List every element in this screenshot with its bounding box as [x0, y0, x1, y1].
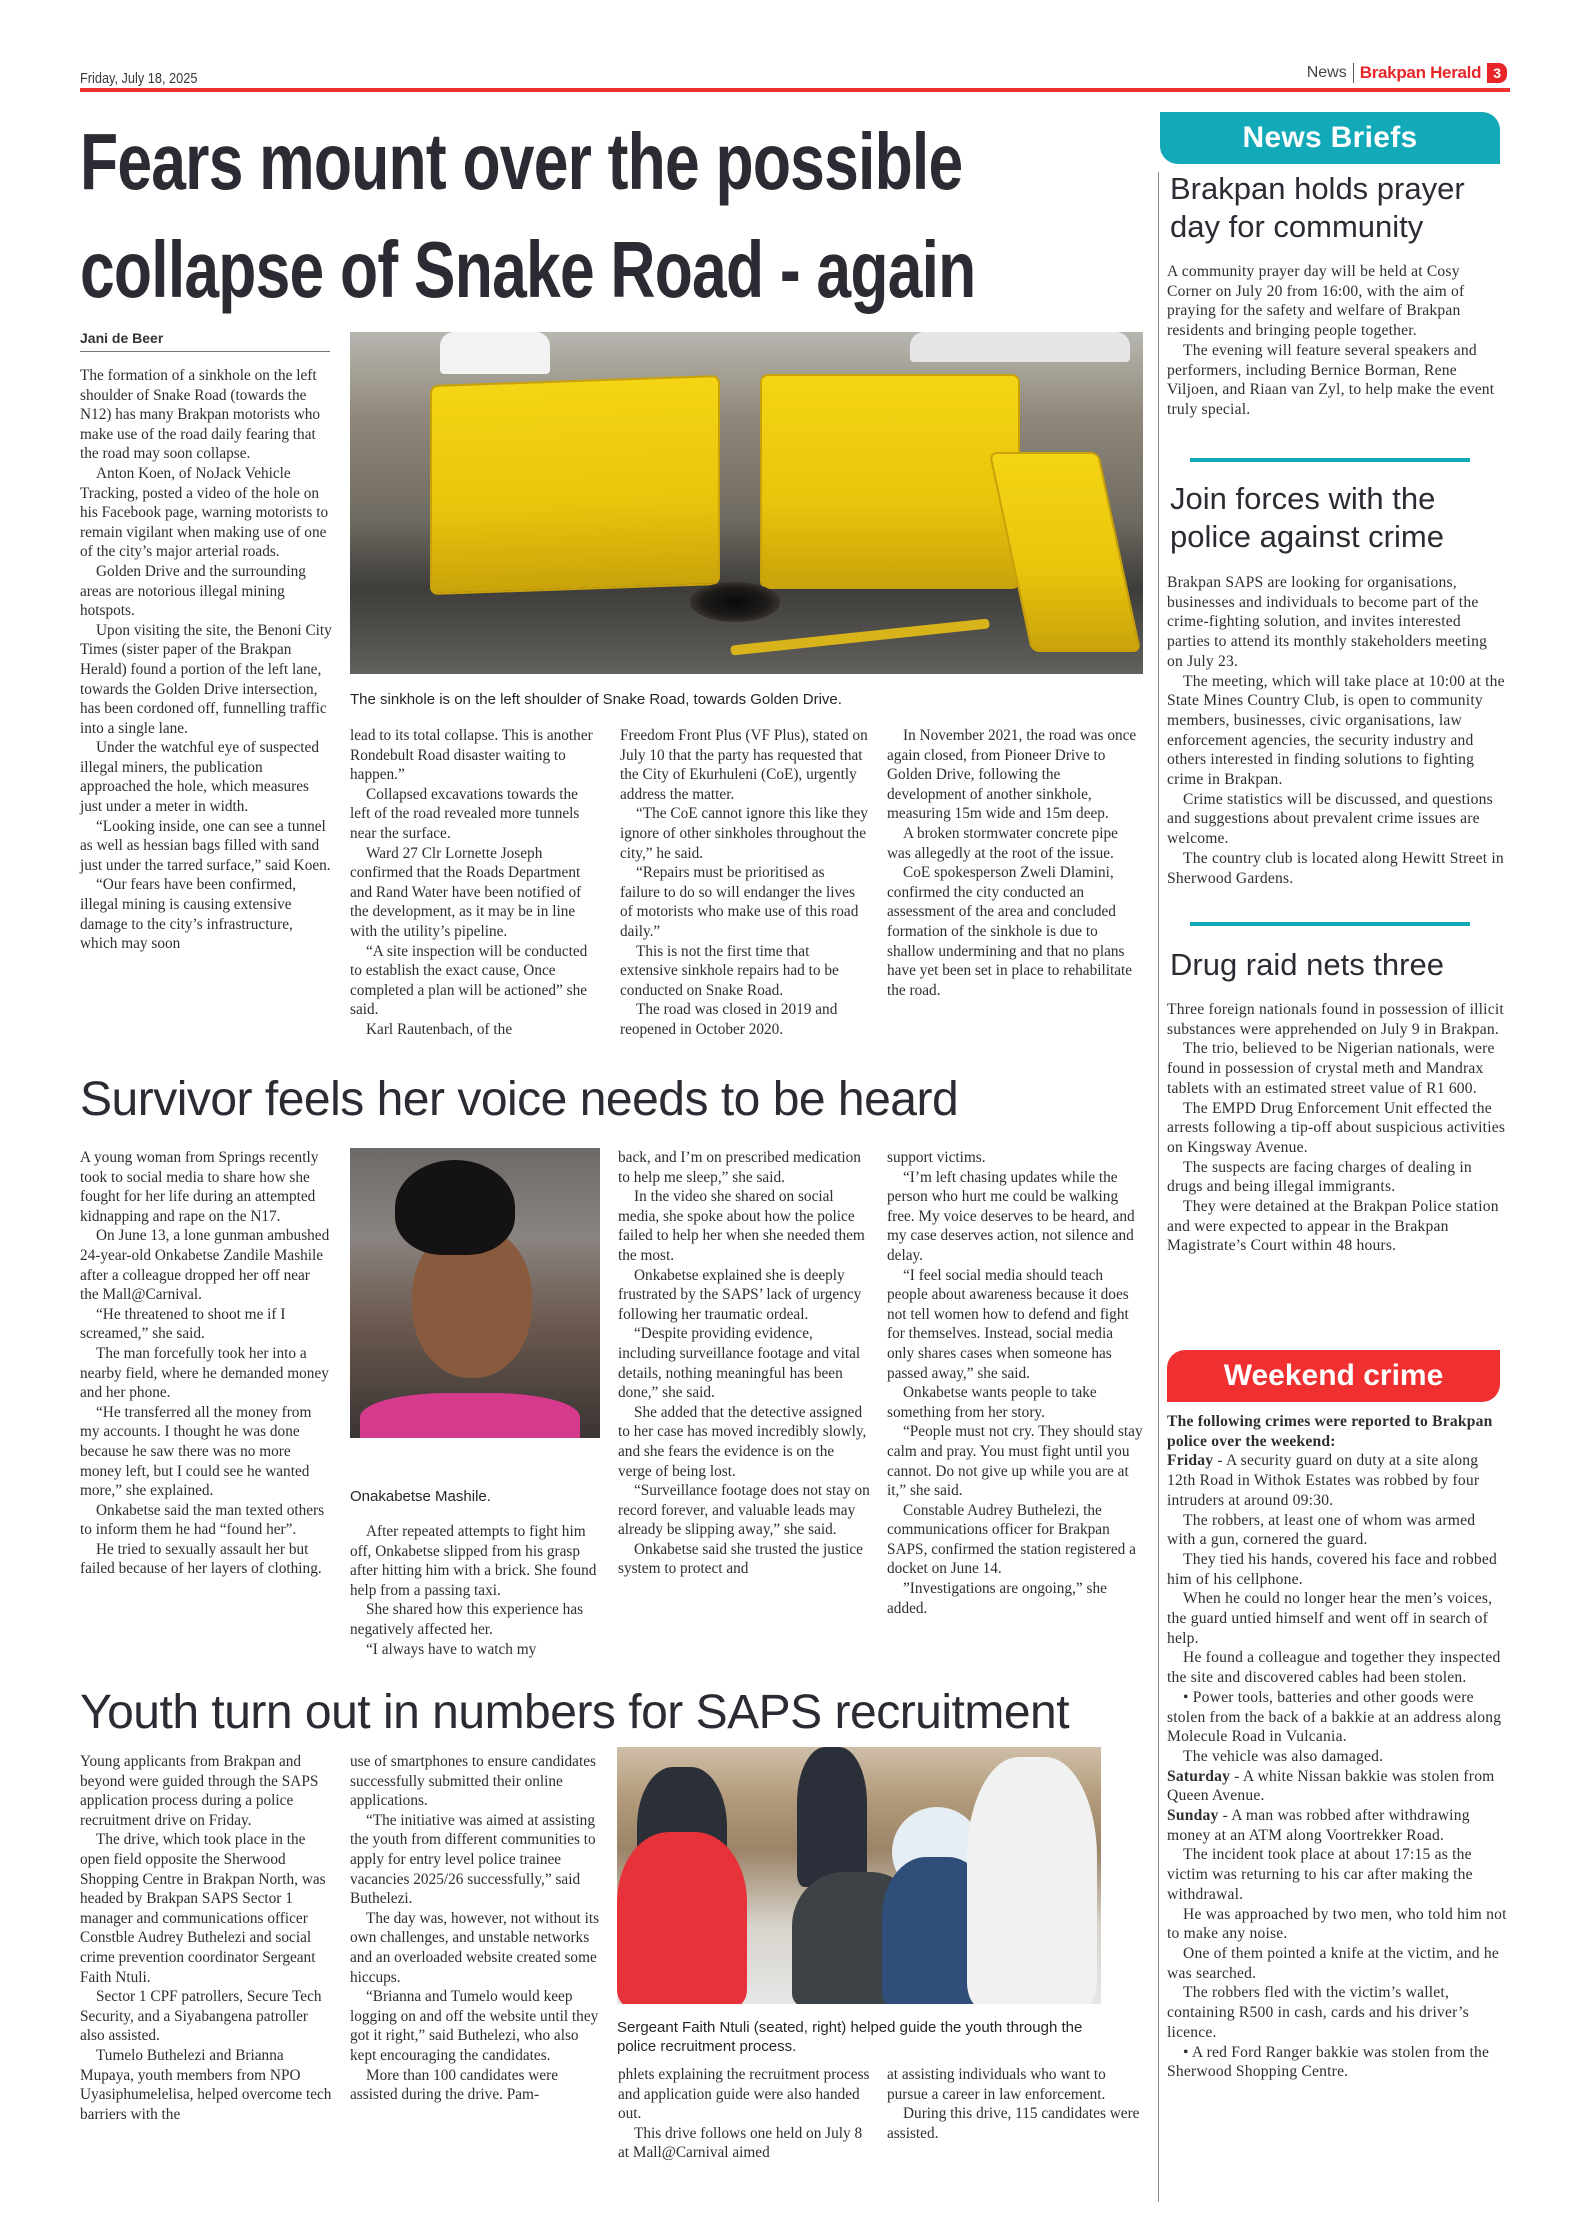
paragraph: back, and I’m on prescribed medication to help me sleep,” she said. [618, 1149, 861, 1186]
paragraph: “Looking inside, one can see a tunnel as well as hessian bags filled with sand just under the tarred surface,” said Koen. [80, 817, 331, 874]
paragraph: “Surveillance footage does not stay on record forever, and valuable leads may already be slipping away,” she said. [618, 1482, 870, 1539]
paragraph: Onkabetse said she trusted the justice system to protect and [618, 1540, 863, 1578]
paragraph: The trio, believed to be Nigerian nationals, were found in possession of crystal meth and Mandrax tablets with an estimated street value of R1 600. [1167, 1040, 1495, 1097]
person-shape [617, 1832, 747, 2004]
paragraph: CoE spokesperson Zweli Dlamini, confirmed the city conducted an assessment of the area and concluded formation of the sinkhole is due to shallow undermining and that no plans have yet been set in place to rehabilitate the road. [887, 864, 1133, 999]
sidebar-divider [1158, 172, 1159, 2202]
paragraph: This is not the first time that extensive sinkhole repairs had to be conducted on Snake Road. [620, 942, 839, 999]
paragraph: Karl Rautenbach, of the [366, 1020, 513, 1038]
paragraph: ”Investigations are ongoing,” she added. [887, 1580, 1107, 1617]
portrait-shirt [360, 1393, 580, 1438]
brief-body-police [1167, 573, 1507, 888]
paragraph: Constable Audrey Buthelezi, the communications officer for Brakpan SAPS, confirmed the station registered a docket on June 14. [887, 1501, 1136, 1578]
paragraph: Onkabetse said the man texted others to inform them he had “found her”. [80, 1501, 325, 1539]
paragraph: Under the watchful eye of suspected illegal miners, the publication approached the hole, which measures just under a meter in width. [80, 739, 319, 816]
brief-body-prayer [1167, 262, 1507, 420]
paragraph: When he could no longer hear the men’s voices, the guard untied himself and went off in search of help. [1167, 1590, 1493, 1647]
brief-body-drug-raid [1167, 1000, 1507, 1256]
page-masthead [1307, 63, 1507, 83]
barrier-end [989, 452, 1142, 652]
byline: Jani de Beer [80, 330, 330, 352]
car-shape [910, 332, 1130, 362]
paragraph: The formation of a sinkhole on the left shoulder of Snake Road (towards the N12) has many Brakpan motorists who make use of the road daily fearing that the road may soon collapse. [80, 367, 321, 463]
paragraph: “The initiative was aimed at assisting the youth from different communities to apply for entry level police trainee vacancies 2025/26 successfully,” said Buthelezi. [350, 1811, 596, 1908]
weekend-crime-banner [1167, 1350, 1500, 1402]
paragraph: “I’m left chasing updates while the person who hurt me could be walking free. My voice deserves to be heard, and my case deserves action, not silence and delay. [887, 1168, 1135, 1264]
lead-column-4 [887, 726, 1143, 1000]
brief-separator [1190, 922, 1470, 926]
paragraph: • A red Ford Ranger bakkie was stolen from the Sherwood Shopping Centre. [1167, 2043, 1490, 2081]
crime-sunday-text: - A man was robbed after withdrawing money at an ATM along Voortrekker Road. [1167, 1807, 1470, 1844]
brief-headline-police: Join forces with the police against crime [1170, 481, 1444, 554]
masthead-divider [1353, 63, 1354, 83]
paragraph: The EMPD Drug Enforcement Unit effected the arrests following a tip-off about suspicious activities on Kingsway Avenue. [1167, 1099, 1506, 1156]
sinkhole [690, 582, 780, 622]
survivor-column-2 [350, 1522, 602, 1659]
youth-column-3 [618, 2065, 870, 2163]
paragraph: “Repairs must be prioritised as failure to do so will endanger the lives of motorists who make use of this road daily.” [620, 864, 859, 940]
paragraph: support victims. [887, 1149, 986, 1166]
paragraph: After repeated attempts to fight him off, Onkabetse slipped from his grasp after hitting him with a brick. She found help from a passing taxi. [350, 1523, 597, 1599]
paragraph: Brakpan SAPS are looking for organisations, businesses and individuals to become part of the crime-fighting solution, and invites interested parties to attend its monthly stakeholders meeting on July 23. [1167, 574, 1488, 670]
day-label-sunday: Sunday [1167, 1807, 1219, 1825]
lead-headline [80, 108, 976, 324]
paragraph: He was approached by two men, who told him not to make any noise. [1167, 1905, 1507, 1943]
paragraph: One of them pointed a knife at the victim, and he was searched. [1167, 1944, 1499, 1982]
paragraph: They were detained at the Brakpan Police station and were expected to appear in the Brakpan Magistrate’s Court within 48 hours. [1167, 1198, 1499, 1255]
header-rule [80, 88, 1510, 92]
issue-date: Friday, July 18, 2025 [80, 70, 198, 87]
lead-column-1 [80, 366, 332, 954]
paragraph: The incident took place at about 17:15 as the victim was returning to his car after making the withdrawal. [1167, 1846, 1473, 1903]
paragraph: Tumelo Buthelezi and Brianna Mupaya, youth members from NPO Uyasiphumelelisa, helped overcome tech barriers with the [80, 2046, 332, 2123]
paragraph: Onkabetse wants people to take something from her story. [887, 1384, 1097, 1421]
paragraph: “Our fears have been confirmed, illegal mining is causing extensive damage to the city’s infrastructure, which may soon [80, 876, 297, 953]
paragraph: This drive follows one held on July 8 at Mall@Carnival aimed [618, 2124, 863, 2162]
paragraph: lead to its total collapse. This is another Rondebult Road disaster waiting to happen.” [350, 727, 593, 784]
barrier-right [760, 374, 1020, 589]
day-label-friday: Friday [1167, 1452, 1214, 1470]
paragraph: The suspects are facing charges of dealing in drugs and being illegal immigrants. [1167, 1158, 1472, 1196]
paragraph: Young applicants from Brakpan and beyond were guided through the SAPS application process during a police recruitment drive on Friday. [80, 1753, 319, 1829]
paragraph: Ward 27 Clr Lornette Joseph confirmed that the Roads Department and Rand Water have been notified of the development, as it may be in line with the utility’s pipeline. [350, 844, 582, 940]
paragraph: On June 13, a lone gunman ambushed 24-year-old Onkabetse Zandile Mashile after a colleague dropped her off near the Mall@Carnival. [80, 1227, 330, 1304]
road-marking [730, 618, 990, 655]
youth-column-4 [887, 2065, 1143, 2143]
paragraph: The vehicle was also damaged. [1183, 1747, 1384, 1765]
brief-separator [1190, 458, 1470, 462]
news-briefs-title: News Briefs [1242, 121, 1418, 154]
paragraph: at assisting individuals who want to pursue a career in law enforcement. [887, 2066, 1106, 2103]
paragraph: Collapsed excavations towards the left of the road revealed more tunnels near the surface. [350, 785, 580, 842]
paragraph: Sector 1 CPF patrollers, Secure Tech Security, and a Siyabangena patroller also assisted. [80, 1988, 322, 2045]
paragraph: • Power tools, batteries and other goods were stolen from the back of a bakkie at an address along Molecule Road in Vulcania. [1167, 1688, 1502, 1746]
paragraph: The meeting, which will take place at 10:00 at the State Mines Country Club, is open to community members, businesses, civic organisations, law enforcement agencies, the security industry and others interested in finding solutions to fighting crime in Brakpan. [1167, 672, 1505, 789]
lead-headline-line2: collapse of Snake Road - again [80, 225, 976, 314]
recruitment-caption: Sergeant Faith Ntuli (seated, right) helped guide the youth through the police recruitment process. [617, 2019, 1083, 2055]
paragraph: Golden Drive and the surrounding areas are notorious illegal mining hotspots. [80, 562, 306, 620]
portrait-photo [350, 1148, 600, 1438]
paragraph: Crime statistics will be discussed, and questions and suggestions about prevalent crime issues are welcome. [1167, 790, 1493, 848]
crime-intro: The following crimes were reported to Brakpan police over the weekend: [1167, 1413, 1493, 1450]
paragraph: The road was closed in 2019 and reopened in October 2020. [620, 1001, 838, 1038]
paragraph: “People must not cry. They should stay calm and pray. You must fight until you cannot. Do not give up while you are at it,” she said. [887, 1423, 1143, 1500]
paragraph: A young woman from Springs recently took to social media to share how she fought for her life during an attempted kidnapping and rape on the N17. [80, 1149, 319, 1225]
paragraph: “Brianna and Tumelo would keep logging on and off the website until they got it right,” said Buthelezi, who also kept encouraging the candidates. [350, 1988, 599, 2064]
person-shape [967, 1757, 1097, 2004]
weekend-crime-title: Weekend crime [1223, 1359, 1444, 1392]
paragraph: The robbers, at least one of whom was armed with a gun, cornered the guard. [1167, 1511, 1476, 1549]
paragraph: During this drive, 115 candidates were assisted. [887, 2105, 1140, 2142]
lead-headline-line1: Fears mount over the possible [80, 117, 963, 206]
paragraph: “I feel social media should teach people about awareness because it does not tell women how to defend and fight for themselves. Instead, social media only shares cases when someone has passed away,” she said. [887, 1266, 1129, 1382]
paragraph: “He transferred all the money from my accounts. I thought he was done because he saw there was no more money left, but I could see he wanted more,” she explained. [80, 1403, 312, 1500]
paragraph: They tied his hands, covered his face and robbed him of his cellphone. [1167, 1550, 1498, 1588]
paragraph: Anton Koen, of NoJack Vehicle Tracking, posted a video of the hole on his Facebook page, warning motorists to remain vigilant when making use of one of the city’s major arterial roads. [80, 464, 329, 561]
youth-headline: Youth turn out in numbers for SAPS recruitment [80, 1686, 1070, 1739]
paragraph: use of smartphones to ensure candidates successfully submitted their online applications. [350, 1753, 596, 1810]
section-label: News [1306, 64, 1347, 81]
lead-column-3 [620, 726, 868, 1040]
sinkhole-photo [350, 332, 1143, 674]
survivor-headline: Survivor feels her voice needs to be heard [80, 1073, 959, 1126]
paragraph: The robbers fled with the victim’s wallet, containing R500 in cash, cards and his driver’s licence. [1167, 1984, 1469, 2041]
paragraph: “He threatened to shoot me if I screamed,” she said. [80, 1305, 286, 1343]
paper-name: Brakpan Herald [1359, 63, 1482, 82]
lead-column-2 [350, 726, 598, 1040]
day-label-saturday: Saturday [1167, 1767, 1231, 1785]
paragraph: Three foreign nationals found in possession of illicit substances were apprehended on July 9 in Brakpan. [1167, 1001, 1504, 1038]
paragraph: The day was, however, not without its own challenges, and unstable networks and an overloaded website created some hiccups. [350, 1909, 600, 1986]
paragraph: A broken stormwater concrete pipe was allegedly at the root of the issue. [887, 824, 1118, 862]
crime-saturday-text: - A white Nissan bakkie was stolen from Queen Avenue. [1167, 1767, 1495, 1805]
youth-column-1 [80, 1752, 332, 2124]
survivor-column-4 [887, 1148, 1143, 1618]
page-number-badge: 3 [1487, 63, 1507, 83]
paragraph: She shared how this experience has negatively affected her. [350, 1601, 584, 1638]
car-shape [440, 332, 550, 374]
paragraph: “I always have to watch my [366, 1640, 537, 1658]
paragraph: “A site inspection will be conducted to establish the exact cause, Once completed a plan will be actioned” she said. [350, 942, 588, 1019]
paragraph: Onkabetse explained she is deeply frustrated by the SAPS’ lack of urgency following her traumatic ordeal. [618, 1266, 862, 1323]
news-briefs-banner [1160, 112, 1500, 164]
survivor-column-3 [618, 1148, 870, 1579]
paragraph: phlets explaining the recruitment process and application guide were also handed out. [618, 2066, 870, 2123]
sinkhole-caption: The sinkhole is on the left shoulder of Snake Road, towards Golden Drive. [350, 691, 842, 708]
person-shape [797, 1747, 867, 1887]
paragraph: Freedom Front Plus (VF Plus), stated on July 10 that the party has requested that the City of Ekurhuleni (CoE), urgently address the matter. [620, 727, 868, 803]
barrier-left [430, 375, 720, 595]
brief-headline-prayer: Brakpan holds prayer day for community [1170, 171, 1465, 244]
crime-friday-text: - A security guard on duty at a site along 12th Road in Withok Estates was robbed by four intruders at around 09:30. [1167, 1452, 1480, 1509]
youth-column-2 [350, 1752, 602, 2105]
paragraph: Upon visiting the site, the Benoni City Times (sister paper of the Brakpan Herald) found a portion of the left lane, towards the Golden Drive intersection, has been cordoned off, funnelling traffic into a single lane. [80, 621, 332, 737]
paragraph: A community prayer day will be held at Cosy Corner on July 20 from 16:00, with the aim of praying for the safety and welfare of Brakpan residents and bringing people together. [1167, 263, 1465, 340]
paragraph: He found a colleague and together they inspected the site and discovered cables had been stolen. [1167, 1649, 1501, 1687]
weekend-crime-body [1167, 1412, 1507, 2082]
paragraph: The evening will feature several speakers and performers, including Bernice Borman, Rene Viljoen, and Riaan van Zyl, to help make the event truly special. [1167, 341, 1495, 418]
portrait-hair [395, 1160, 515, 1255]
paragraph: In November 2021, the road was once again closed, from Pioneer Drive to Golden Drive, following the development of another sinkhole, measuring 15m wide and 15m deep. [887, 727, 1137, 823]
brief-headline-drug-raid: Drug raid nets three [1170, 947, 1444, 982]
recruitment-photo [617, 1747, 1101, 2004]
paragraph: He tried to sexually assault her but failed because of her layers of clothing. [80, 1540, 322, 1578]
paragraph: The man forcefully took her into a nearby field, where he demanded money and her phone. [80, 1344, 329, 1402]
paragraph: In the video she shared on social media, she spoke about how the police failed to help her when she needed them the most. [618, 1188, 865, 1264]
paragraph: The country club is located along Hewitt Street in Sherwood Gardens. [1167, 849, 1504, 887]
portrait-caption: Onakabetse Mashile. [350, 1488, 491, 1505]
paragraph: The drive, which took place in the open field opposite the Sherwood Shopping Centre in Brakpan North, was headed by Brakpan SAPS Sector 1 manager and communications officer Constble Audrey Buthelezi and social crime prevention coordinator Sergeant Faith Ntuli. [80, 1831, 326, 1986]
paragraph: She added that the detective assigned to her case has moved incredibly slowly, and she fears the evidence is on the verge of being lost. [618, 1403, 867, 1480]
paragraph: “The CoE cannot ignore this like they ignore of other sinkholes throughout the city,” he said. [620, 805, 868, 862]
paragraph: “Despite providing evidence, including surveillance footage and vital details, nothing meaningful has been done,” she said. [618, 1325, 861, 1402]
survivor-column-1 [80, 1148, 332, 1579]
paragraph: More than 100 candidates were assisted during the drive. Pam- [350, 2066, 558, 2104]
